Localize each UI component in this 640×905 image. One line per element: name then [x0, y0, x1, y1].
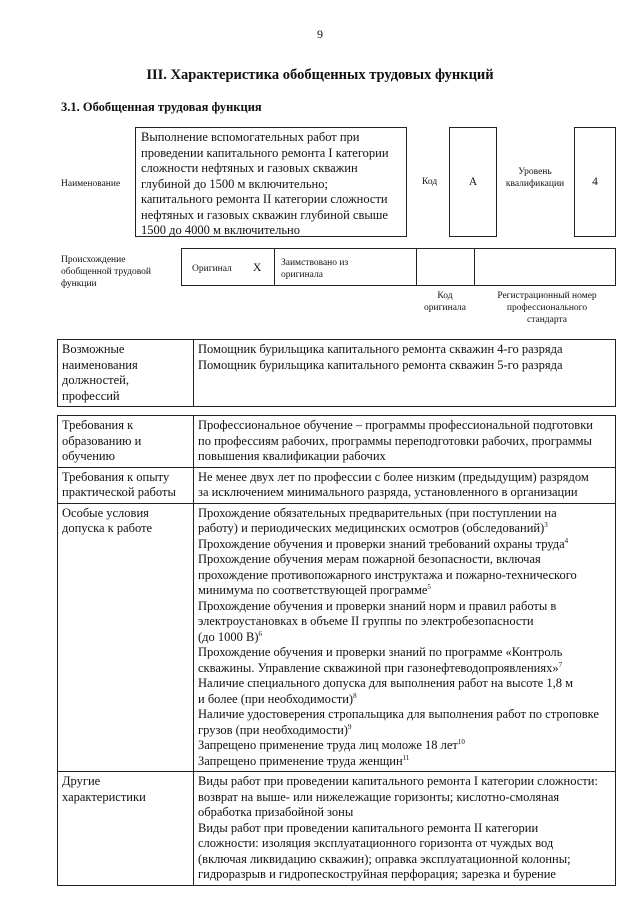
function-name-line: Выполнение вспомогательных работ при: [141, 130, 360, 144]
text-line: Прохождение обязательных предварительных (при поступлении на: [198, 505, 557, 520]
text-line: Профессиональное обучение – программы профессиональной подготовки: [198, 418, 593, 432]
text-line: сложности: изоляция эксплуатационного горизонта от чуждых вод: [198, 836, 554, 850]
name-label: Наименование: [61, 179, 121, 189]
text-line: Прохождение обучения и проверки знаний требований охраны труда$^4$: [198, 536, 569, 551]
origin-label-line: обобщенной трудовой: [61, 267, 151, 277]
level-value: 4: [592, 176, 598, 188]
label-line: наименования: [62, 357, 138, 372]
level-label: [499, 166, 571, 190]
footnote-ref: 4: [564, 536, 569, 545]
divider: [474, 249, 475, 285]
experience-label: [58, 467, 194, 503]
caption-line: Регистрационный номер: [497, 291, 597, 301]
text-line: и более (при необходимости)$^8$: [198, 691, 357, 706]
origin-label: [61, 254, 151, 290]
special-conditions-label: [58, 503, 194, 772]
text-line: электроустановках в объеме II группы по электробезопасности: [198, 614, 534, 628]
label-line: Особые условия: [62, 505, 149, 520]
section-title: III. Характеристика обобщенных трудовых функций: [146, 67, 494, 83]
label-line: характеристики: [62, 789, 146, 804]
label-line: Требования к опыту: [62, 469, 170, 484]
original-mark: X: [253, 262, 262, 274]
label-line: должностей,: [62, 373, 129, 387]
text-line: Запрещено применение труда женщин$^{11}$: [198, 753, 410, 768]
text-line: обработка призабойной зоны: [198, 805, 354, 819]
text-line: за исключением минимального разряда, установленного в организации: [198, 485, 578, 499]
footnote-ref: 10: [457, 737, 465, 746]
education-label: [58, 416, 194, 468]
function-name-line: 1500 до 4000 м включительно: [141, 223, 300, 237]
page-number: 9: [317, 27, 323, 41]
function-name-line: капитального ремонта II категории сложности: [141, 192, 388, 206]
other-characteristics-value: [194, 772, 616, 886]
text-line: Прохождение обучения мерам пожарной безопасности, включая: [198, 552, 541, 566]
registration-number-caption: [478, 290, 616, 326]
text-line: скважины. Управление скважиной при газонефтеводопроявлениях»$^7$: [198, 660, 563, 675]
text-line: работу) и периодических медицинских осмотров (обследований)$^3$: [198, 520, 548, 535]
text-line: возврат на выше- или нижележащие горизонты; кислотно-смоляная: [198, 789, 560, 804]
caption-line: оригинала: [424, 303, 466, 313]
text-line: грузов (при необходимости)$^9$: [198, 722, 352, 737]
positions-label: [58, 340, 194, 407]
function-name-line: сложности нефтяных и газовых скважин: [141, 161, 358, 175]
borrowed-label-line: оригинала: [281, 270, 323, 280]
text-line: по профессиям рабочих, программы переподготовки рабочих, программы: [198, 433, 592, 448]
level-label-line: Уровень: [518, 167, 552, 177]
origin-label-line: функции: [61, 279, 97, 289]
level-label-line: квалификации: [505, 179, 565, 189]
function-name-line: глубиной до 1500 м включительно;: [141, 176, 328, 191]
text-line: Виды работ при проведении капитального ремонта I категории сложности:: [198, 774, 598, 788]
function-name-line: проведении капитального ремонта I категории: [141, 145, 389, 160]
subsection-title: 3.1. Обобщенная трудовая функция: [61, 100, 262, 114]
text-line: минимума по соответствующей программе$^5$: [198, 582, 431, 597]
footnote-ref: 7: [558, 660, 563, 669]
text-line: (включая ликвидацию скважин); оправка эксплуатационной колонны;: [198, 851, 571, 866]
footnote-ref: 6: [258, 629, 263, 638]
caption-line: Код: [437, 291, 453, 301]
text-line: Не менее двух лет по профессии с более низким (предыдущим) разрядом: [198, 469, 589, 484]
code-original-caption: [410, 290, 480, 314]
other-characteristics-label: [58, 772, 194, 886]
label-line: образованию и: [62, 433, 142, 448]
table-row: [58, 340, 616, 407]
requirements-table: [57, 415, 616, 886]
caption-line: стандарта: [527, 315, 567, 325]
original-label: Оригинал: [192, 264, 232, 274]
text-line: Виды работ при проведении капитального ремонта II категории: [198, 820, 539, 835]
table-row: [58, 503, 616, 772]
label-line: профессий: [62, 388, 120, 403]
code-value-box: [449, 127, 497, 237]
special-conditions-value: [194, 503, 616, 772]
borrowed-label-line: Заимствовано из: [281, 258, 349, 268]
table-row: [58, 416, 616, 468]
caption-line: профессионального: [506, 303, 588, 313]
origin-box: [181, 248, 616, 286]
footnote-ref: 9: [347, 722, 352, 731]
text-line: Запрещено применение труда лиц моложе 18 лет$^{10}$: [198, 737, 465, 752]
footnote-ref: 3: [544, 520, 548, 529]
text-line: Прохождение обучения и проверки знаний по программе «Контроль: [198, 645, 563, 659]
function-name-line: нефтяных и газовых скважин глубиной свыше: [141, 207, 388, 222]
divider: [416, 249, 417, 285]
footnote-ref: 8: [353, 691, 357, 700]
label-line: практической работы: [62, 485, 176, 499]
footnote-ref: 11: [402, 753, 410, 762]
borrowed-label: [281, 257, 348, 281]
table-row: [58, 467, 616, 503]
education-value: [194, 416, 616, 468]
function-name-box: [135, 127, 407, 237]
position-item: Помощник бурильщика капитального ремонта скважин 4-го разряда: [198, 342, 563, 356]
table-row: [58, 772, 616, 886]
footnote-ref: 5: [427, 582, 431, 591]
origin-label-line: Происхождение: [61, 255, 126, 265]
text-line: Прохождение обучения и проверки знаний норм и правил работы в: [198, 598, 557, 613]
text-line: повышения квалификации рабочих: [198, 449, 386, 463]
code-label: Код: [422, 177, 438, 187]
label-line: допуска к работе: [62, 521, 153, 535]
text-line: Наличие удостоверения стропальщика для выполнения работ по строповке: [198, 707, 599, 721]
divider: [274, 249, 275, 285]
positions-table: [57, 339, 616, 407]
text-line: (до 1000 В)$^6$: [198, 629, 263, 644]
position-item: Помощник бурильщика капитального ремонта скважин 5-го разряда: [198, 357, 563, 372]
code-value: A: [468, 176, 478, 188]
label-line: Возможные: [62, 342, 125, 356]
label-line: обучению: [62, 449, 115, 463]
level-value-box: [574, 127, 616, 237]
positions-values: [194, 340, 616, 407]
text-line: гидроразрыв и гидропескоструйная перфорация; зарезка и бурение: [198, 867, 556, 881]
text-line: Наличие специального допуска для выполнения работ на высоте 1,8 м: [198, 676, 574, 690]
experience-value: [194, 467, 616, 503]
label-line: Другие: [62, 774, 101, 788]
text-line: прохождение противопожарного инструктажа и пожарно-технического: [198, 567, 577, 582]
label-line: Требования к: [62, 418, 134, 432]
